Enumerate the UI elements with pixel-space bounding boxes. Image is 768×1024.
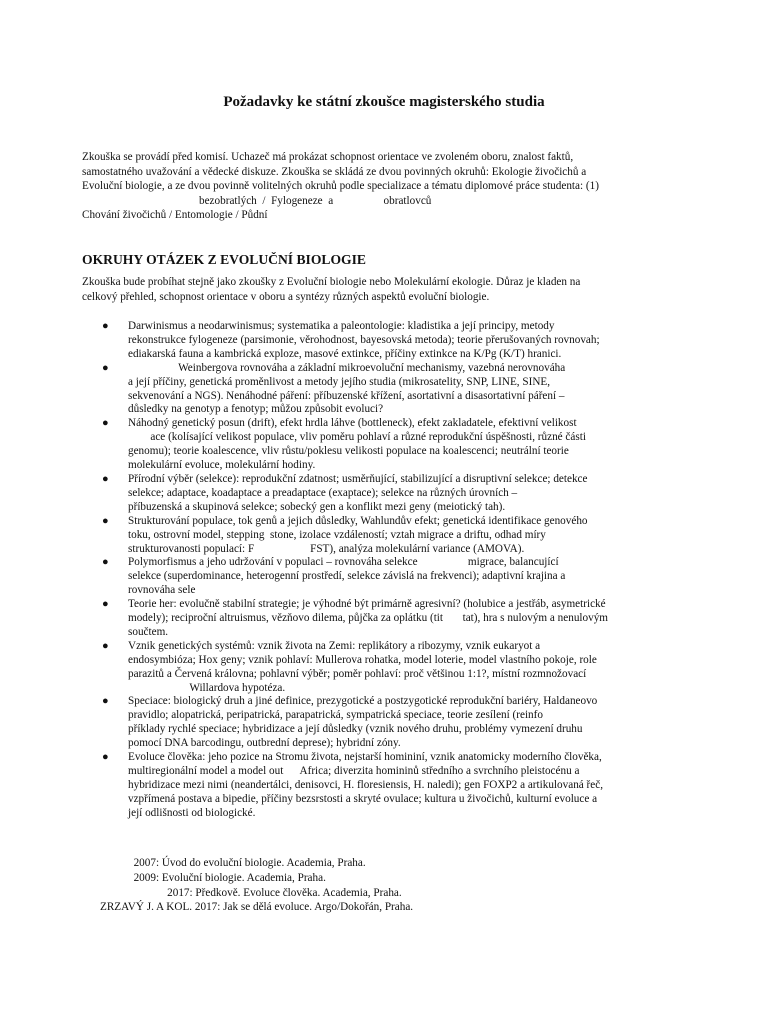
list-item-line: a její příčiny, genetická proměnlivost a metody jejího studia (mikrosatelity, SNP, LINE, SINE, xyxy=(128,375,551,388)
bullet-icon: ● xyxy=(102,361,109,374)
list-item-line: sekvenování a NGS). Nenáhodné páření: příbuzenské křížení, asortativní a disasortativní páření – xyxy=(128,389,565,402)
list-item xyxy=(0,598,608,640)
intro-line: Chování živočichů / Entomologie / Půdní xyxy=(82,209,268,222)
list-item-line: rovnováha sele xyxy=(128,584,196,597)
list-item xyxy=(0,473,608,515)
bullet-icon: ● xyxy=(102,417,109,430)
list-item-line: genomu); teorie koalescence, vliv růstu/poklesu velikosti populace na koalescenci; neutrální teorie xyxy=(128,445,569,458)
list-item-line: Teorie her: evolučně stabilní strategie; je výhodné být primárně agresivní? (holubice a jestřáb, asymetrické xyxy=(128,598,606,611)
list-item-line: příbuzenská a skupinová selekce; sobecký gen a konflikt mezi geny (meiotický tah). xyxy=(128,500,506,513)
list-item xyxy=(0,640,608,696)
list-item-line: modely); reciproční altruismus, vězňovo dilema, půjčka za oplátku (tit tat), hra s nulovým a nenulovým xyxy=(128,612,609,625)
list-item-line: pomocí DNA barcodingu, outbrední deprese); hybridní zóny. xyxy=(128,737,401,750)
list-item xyxy=(0,362,608,418)
list-item-line: rekonstrukce fylogeneze (parsimonie, věrohodnost, bayesovská metoda); teorie přerušovaných rovnovah; xyxy=(128,333,600,346)
reference-item: 2007: Úvod do evoluční biologie. Academia, Praha. xyxy=(100,857,366,869)
bullet-icon: ● xyxy=(102,472,109,485)
list-item-line: selekce; adaptace, koadaptace a preadaptace (exaptace); selekce na různých úrovních – xyxy=(128,486,518,499)
bullet-icon: ● xyxy=(102,695,109,708)
list-item-line: Evoluce člověka: jeho pozice na Stromu života, nejstarší homininí, vznik anatomicky moderního člověka, xyxy=(128,751,602,764)
bullet-icon: ● xyxy=(102,320,109,332)
bullet-icon: ● xyxy=(102,639,109,652)
list-item-line: Willardova hypotéza. xyxy=(128,681,286,694)
list-item-line: endosymbióza; Hox geny; vznik pohlaví: Mullerova rohatka, model loterie, model vlastního pokoje, role xyxy=(128,653,597,666)
section-heading: OKRUHY OTÁZEK Z EVOLUČNÍ BIOLOGIE xyxy=(82,252,366,267)
list-item xyxy=(0,417,608,473)
list-item-line: Náhodný genetický posun (drift), efekt hrdla láhve (bottleneck), efekt zakladatele, efektivní velikost xyxy=(128,417,577,430)
list-item xyxy=(0,556,608,598)
list-item-line: Vznik genetických systémů: vznik života na Zemi: replikátory a ribozymy, vznik eukaryot a xyxy=(128,639,541,652)
list-item-line: vzpřímená postava a bipedie, příčiny bezsrstosti a skryté ovulace; kultura u živočichů, kulturní evoluce a xyxy=(128,792,598,805)
list-item-line: pravidlo; alopatrická, peripatrická, parapatrická, sympatrická speciace, teorie zesílení (reinfo xyxy=(128,709,543,722)
list-item-line: toku, ostrovní model, stepping stone, izolace vzdáleností; vztah migrace a driftu, odhad míry xyxy=(128,528,546,541)
list-item-line: příklady rychlé speciace; hybridizace a její důsledky (vznik nového druhu, problémy vymezení druhu xyxy=(128,723,583,736)
list-item-line: ace (kolísající velikost populace, vliv poměru pohlaví a různé reprodukční úspěšnosti, různé části xyxy=(128,431,586,444)
list-item-line: hybridizace mezi nimi (neandertálci, denisovci, H. floresiensis, H. naledi); gen FOXP2 a artikulovaná řeč, xyxy=(128,778,604,791)
list-item-line: Polymorfismus a jeho udržování v populaci – rovnováha selekce migrace, balancující xyxy=(128,556,559,569)
list-item-line: Weinbergova rovnováha a základní mikroevoluční mechanismy, vazebná nerovnováha xyxy=(128,361,566,374)
bullet-icon: ● xyxy=(102,598,109,611)
reference-item: 2009: Evoluční biologie. Academia, Praha. xyxy=(100,871,326,884)
intro-line: samostatného uvažování a vědecké diskuze. Zkouška se skládá ze dvou povinných okruhů: Ekologie živočichů a xyxy=(82,165,587,178)
list-item-line: Strukturování populace, tok genů a jejich důsledky, Wahlundův efekt; genetická identifikace genového xyxy=(128,514,588,527)
list-item-line: strukturovanosti populací: F FST), analýza molekulární variance (AMOVA). xyxy=(128,542,525,555)
list-item-line: selekce (superdominance, heterogenní prostředí, selekce závislá na frekvenci); adaptivní krajina a xyxy=(128,570,566,583)
list-item xyxy=(0,515,608,557)
list-item-line: její odlišnosti od biologické. xyxy=(128,806,256,819)
bullet-icon: ● xyxy=(102,514,109,527)
reference-list xyxy=(100,856,413,915)
list-item-line: součtem. xyxy=(128,625,169,638)
topic-list xyxy=(0,320,608,821)
section-intro-line: Zkouška bude probíhat stejně jako zkoušky z Evoluční biologie nebo Molekulární ekologie. Důraz je kladen na xyxy=(82,276,581,288)
list-item xyxy=(0,751,608,821)
intro-line: Zkouška se provádí před komisí. Uchazeč má prokázat schopnost orientace ve zvoleném oboru, znalost faktů, xyxy=(82,151,574,163)
bullet-icon: ● xyxy=(102,556,109,569)
list-item-line: multiregionální model a model out Africa; diverzita homininů středního a svrchního pleistocénu a xyxy=(128,765,580,777)
list-item-line: Darwinismus a neodarwinismus; systematika a paleontologie: kladistika a její principy, metody xyxy=(128,320,555,332)
list-item-line: Speciace: biologický druh a jiné definice, prezygotické a postzygotické reprodukční bariéry, Haldaneovo xyxy=(128,695,598,708)
intro-line: Evoluční biologie, a ze dvou povinně volitelných okruhů podle specializace a tématu diplomové práce studenta: (1) xyxy=(82,180,599,193)
bullet-icon: ● xyxy=(102,751,109,764)
section-intro-line: celkový přehled, schopnost orientace v oboru a syntézy různých aspektů evoluční biologie. xyxy=(82,290,490,303)
list-item xyxy=(0,320,608,362)
section-intro xyxy=(82,275,686,304)
intro-paragraph xyxy=(82,150,686,223)
list-item-line: molekulární evoluce, molekulární hodiny. xyxy=(128,459,316,472)
reference-item: 2017: Předkově. Evoluce člověka. Academia, Praha. xyxy=(100,886,402,899)
list-item-line: ediakarská fauna a kambrická exploze, masové extinkce, příčiny extinkce na K/Pg (K/T) hranici. xyxy=(128,347,562,360)
reference-item: ZRZAVÝ J. A KOL. 2017: Jak se dělá evoluce. Argo/Dokořán, Praha. xyxy=(100,901,414,914)
intro-line: bezobratlých / Fylogeneze a obratlovců xyxy=(199,194,432,207)
list-item-line: důsledky na genotyp a fenotyp; můžou způsobit evoluci? xyxy=(128,403,384,416)
list-item-line: parazitů a Červená královna; pohlavní výběr; poměr pohlaví: proč většinou 1:1?, místní rozmnožovací xyxy=(128,667,587,680)
list-item-line: Přírodní výběr (selekce): reprodukční zdatnost; usměrňující, stabilizující a disruptivní selekce; detekce xyxy=(128,472,588,485)
list-item xyxy=(0,695,608,751)
page-title: Požadavky ke státní zkoušce magisterského studia xyxy=(223,94,545,110)
